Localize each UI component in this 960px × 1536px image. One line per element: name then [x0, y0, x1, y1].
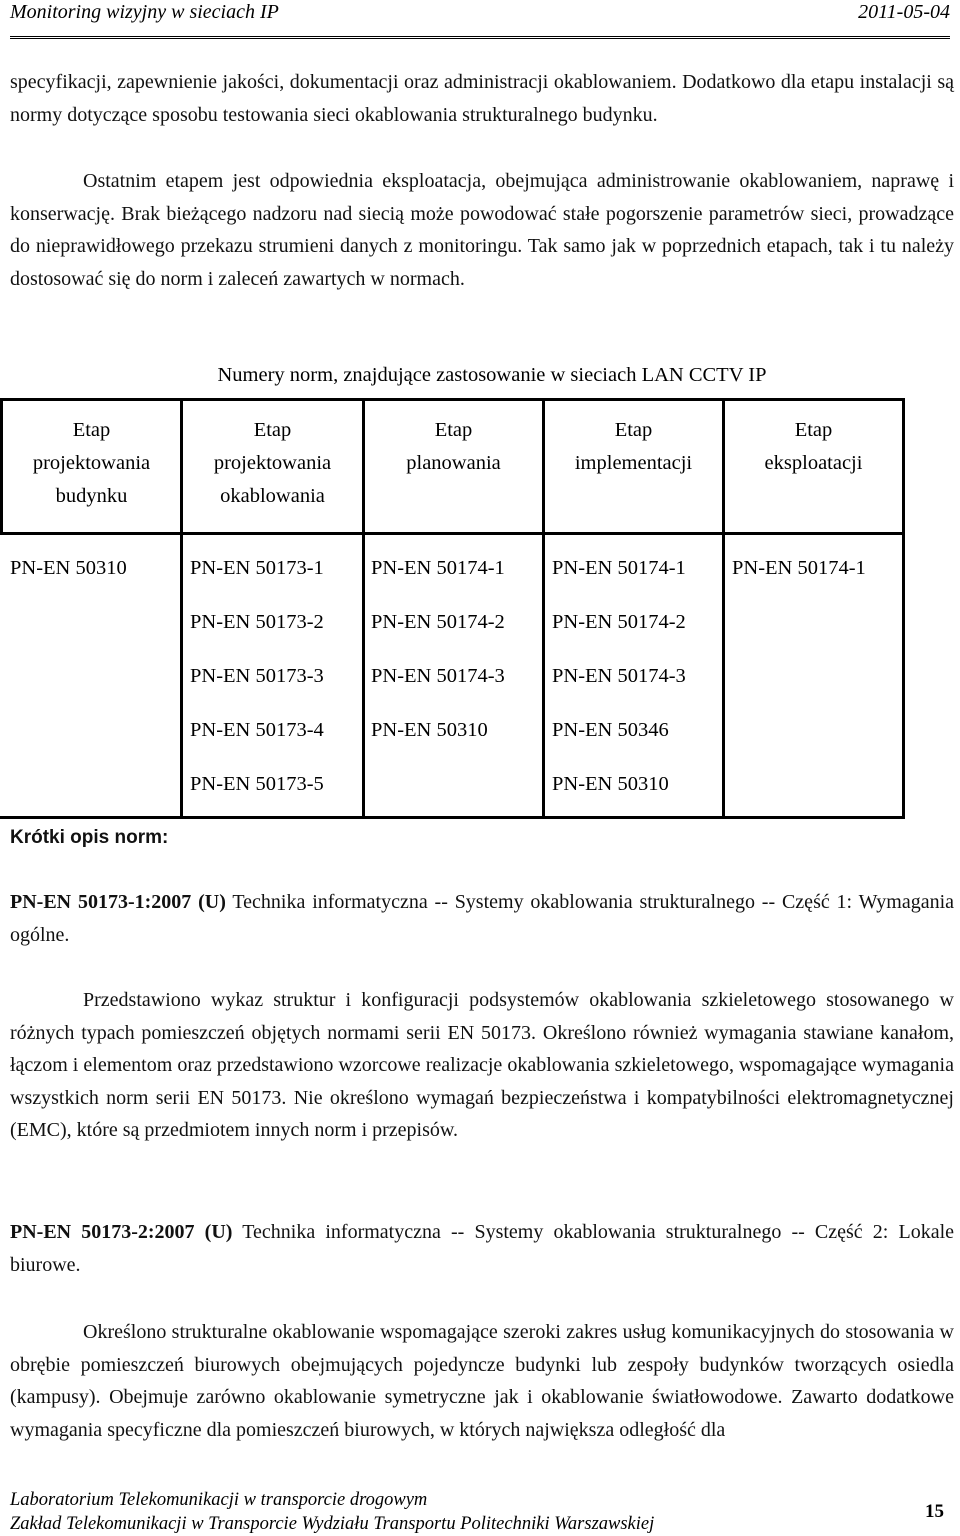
table-cell: PN-EN 50174-2 [371, 611, 505, 633]
table-cell: PN-EN 50174-1 [732, 557, 866, 579]
norm-2-title [10, 1216, 954, 1281]
header-line: Etap [614, 419, 653, 441]
table-cell: PN-EN 50174-1 [371, 557, 505, 579]
norm-2-name: Technika informatyczna -- Systemy okablowania strukturalnego -- Część 2: Lokale biurowe. [10, 1221, 955, 1276]
table-bottom-border [0, 816, 905, 819]
footer-line-2: Zakład Telekomunikacji w Transporcie Wydziału Transportu Politechniki Warszawskiej [10, 1514, 655, 1534]
header-line: implementacji [574, 452, 693, 474]
header-line: Etap [794, 419, 833, 441]
header-line: Etap [434, 419, 473, 441]
header-title: Monitoring wizyjny w sieciach IP [10, 1, 279, 23]
paragraph-intro: specyfikacji, zapewnienie jakości, dokumentacji oraz administracji okablowaniem. Dodatkowo dla etapu instalacji są normy dotyczące sposobu testowania sieci okablowania strukturalnego budynku. [10, 71, 954, 126]
table-cell: PN-EN 50173-4 [190, 719, 324, 741]
header-line: Etap [72, 419, 111, 441]
table-cell: PN-EN 50174-3 [552, 665, 686, 687]
table-cell: PN-EN 50310 [552, 773, 669, 795]
norm-1-code: PN-EN 50173-1:2007 (U) [10, 891, 226, 913]
table-header-border [0, 532, 905, 535]
page-number: 15 [925, 1501, 944, 1522]
header-line: budynku [55, 485, 128, 507]
table-title: Numery norm, znajdujące zastosowanie w sieciach LAN CCTV IP [217, 364, 767, 386]
table-cell: PN-EN 50173-3 [190, 665, 324, 687]
header-line: planowania [406, 452, 501, 474]
standards-table [0, 398, 905, 819]
table-cell: PN-EN 50174-2 [552, 611, 686, 633]
norm-2-description: Określono strukturalne okablowanie wspomagające szeroki zakres usług komunikacyjnych do stosowania w obrębie pomieszczeń biurowych obejmujących pojedyncze budynki lub zespoły budynków tworzących osiedla (kampusy). Obejmuje zarówno okablowanie symetryczne jak i okablowanie światłowodowe. Zawarto dodatkowe wymagania specyficzne dla pomieszczeń biurowych, w których największa odległość dla [10, 1321, 954, 1441]
header-line: okablowania [220, 485, 325, 507]
table-header-cell [183, 414, 362, 513]
paragraph-exploitation: Ostatnim etapem jest odpowiednia eksploatacja, obejmująca administrowanie okablowaniem, naprawę i konserwację. Brak bieżącego nadzoru nad siecią może powodować stałe pogorszenie parametrów sieci, prowadzące do nieprawidłowego przekazu strumieni danych z monitoringu. Tak samo jak w poprzednich etapach, tak i tu należy dostosować się do norm i zaleceń zawartych w normach. [10, 170, 954, 290]
table-header-cell [545, 414, 722, 480]
table-cell: PN-EN 50174-3 [371, 665, 505, 687]
norm-2-code: PN-EN 50173-2:2007 (U) [10, 1221, 233, 1243]
table-cell: PN-EN 50310 [10, 557, 127, 579]
norm-1-title [10, 886, 954, 951]
table-cell: PN-EN 50173-2 [190, 611, 324, 633]
norm-1-description: Przedstawiono wykaz struktur i konfiguracji podsystemów okablowania szkieletowego stosowanego w różnych typach pomieszczeń objętych normami serii EN 50173. Określono również wymagania stawiane kanałom, łączom i elementom oraz przedstawiono wzorcowe realizacje okablowania szkieletowego, wspomagające wymagania wszystkich norm serii EN 50173. Nie określono wymagań bezpieczeństwa i kompatybilności elektromagnetycznej (EMC), które są przedmiotem innych norm i przepisów. [10, 989, 954, 1142]
table-cell: PN-EN 50174-1 [552, 557, 686, 579]
header-line: projektowania [213, 452, 332, 474]
table-cell: PN-EN 50310 [371, 719, 488, 741]
table-header-cell [3, 414, 180, 513]
table-vline [902, 398, 905, 819]
table-cell: PN-EN 50173-5 [190, 773, 324, 795]
header-line: projektowania [32, 452, 151, 474]
header-date: 2011-05-04 [858, 1, 950, 23]
page-header [10, 0, 950, 30]
table-cell: PN-EN 50173-1 [190, 557, 324, 579]
table-top-border [0, 398, 905, 401]
table-header-cell [725, 414, 902, 480]
norms-heading: Krótki opis norm: [10, 827, 169, 848]
norm-1-name: Technika informatyczna -- Systemy okablowania strukturalnego -- Część 1: Wymagania ogólne. [10, 891, 955, 946]
header-line: eksploatacji [764, 452, 863, 474]
table-header-cell [365, 414, 542, 480]
footer-line-1: Laboratorium Telekomunikacji w transporcie drogowym [10, 1490, 428, 1510]
header-rule [10, 36, 950, 41]
header-line: Etap [253, 419, 292, 441]
table-cell: PN-EN 50346 [552, 719, 669, 741]
